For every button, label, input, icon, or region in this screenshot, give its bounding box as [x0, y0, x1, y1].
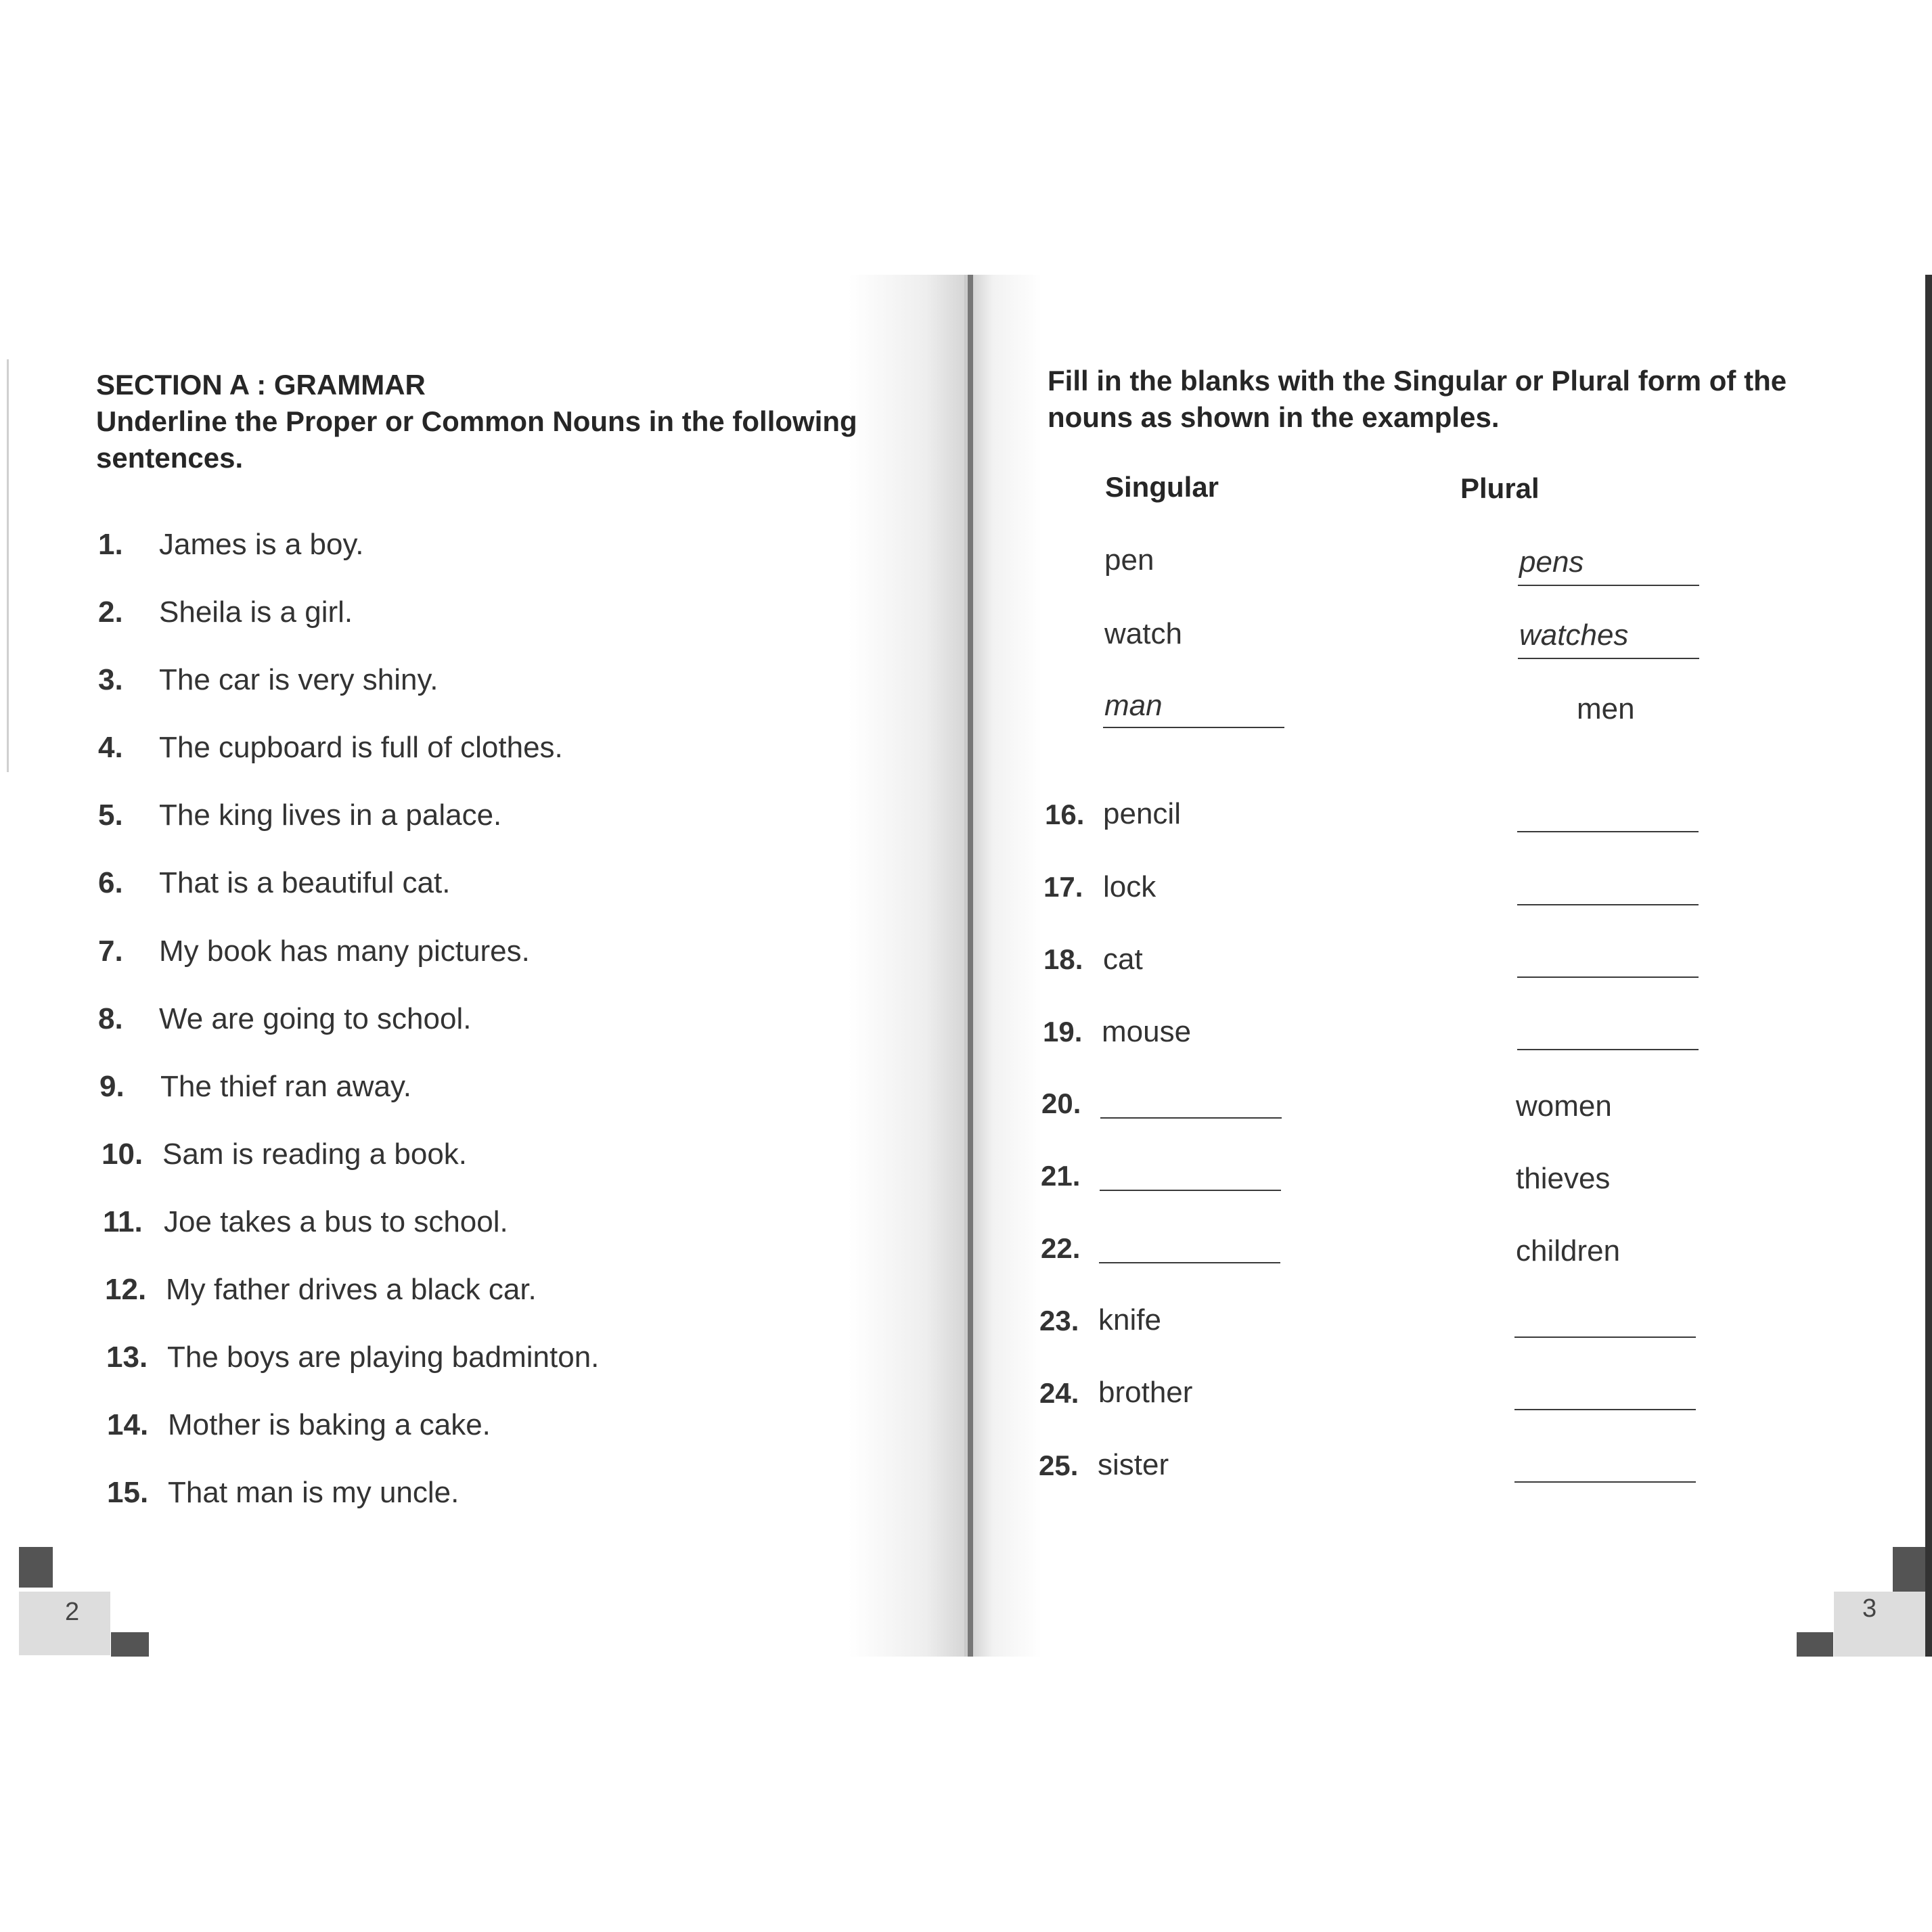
- plural-answer-blank[interactable]: [1514, 1409, 1696, 1410]
- sentence-item: [98, 596, 353, 629]
- example-singular: watch: [1104, 617, 1182, 650]
- item-number: 12.: [105, 1273, 147, 1306]
- book-spread: [0, 275, 1932, 1657]
- singular-answer-blank[interactable]: [1099, 1262, 1280, 1263]
- item-number: 13.: [106, 1341, 148, 1374]
- answer-line: [1518, 585, 1699, 586]
- item-number: 3.: [98, 663, 123, 696]
- item-number: 4.: [98, 731, 123, 764]
- singular-word: brother: [1098, 1376, 1193, 1409]
- item-number: 6.: [98, 866, 123, 899]
- sentence-item: [107, 1476, 459, 1510]
- answer-line: [1103, 727, 1284, 728]
- item-number: 25.: [1039, 1450, 1079, 1481]
- sentence-text: The king lives in a palace.: [159, 799, 502, 832]
- sentence-item: [102, 1138, 467, 1171]
- item-number: 8.: [98, 1002, 123, 1035]
- sentence-item: [99, 1070, 411, 1104]
- sentence-item: [98, 799, 501, 832]
- sentence-item: [98, 935, 530, 968]
- item-number: 23.: [1039, 1305, 1079, 1336]
- sentence-item: [98, 866, 450, 900]
- example-plural-answer: watches: [1519, 619, 1629, 652]
- item-number: 10.: [102, 1138, 143, 1171]
- item-number: 17.: [1043, 871, 1083, 903]
- singular-word: cat: [1103, 943, 1143, 976]
- plural-answer-blank[interactable]: [1517, 1049, 1699, 1050]
- instruction-line-1: Fill in the blanks with the Singular or Plural form of the: [1048, 365, 1787, 397]
- sentence-item: [106, 1341, 599, 1374]
- left-page-edge: [7, 359, 9, 772]
- item-number: 16.: [1045, 799, 1085, 830]
- item-number: 19.: [1043, 1016, 1083, 1048]
- item-number: 9.: [99, 1070, 125, 1103]
- sentence-item: [103, 1205, 508, 1239]
- item-number: 1.: [98, 528, 123, 561]
- sentence-item: [98, 731, 563, 765]
- sentence-text: The boys are playing badminton.: [167, 1341, 600, 1374]
- item-number: 24.: [1039, 1377, 1079, 1409]
- sentence-text: Mother is baking a cake.: [168, 1408, 491, 1441]
- sentence-text: Sheila is a girl.: [159, 596, 353, 629]
- item-number: 22.: [1041, 1232, 1081, 1264]
- plural-word: thieves: [1516, 1162, 1611, 1195]
- page-number: 2: [65, 1598, 80, 1626]
- sentence-item: [107, 1408, 491, 1442]
- page-number-tab: [1834, 1592, 1925, 1657]
- instruction-line-2: nouns as shown in the examples.: [1048, 401, 1500, 433]
- example-plural-answer: pens: [1519, 545, 1584, 579]
- sentence-text: The thief ran away.: [160, 1070, 411, 1103]
- item-number: 2.: [98, 596, 123, 629]
- item-number: 15.: [107, 1476, 149, 1509]
- plural-answer-blank[interactable]: [1514, 1336, 1696, 1338]
- sentence-item: [105, 1273, 537, 1307]
- item-number: 14.: [107, 1408, 149, 1441]
- sentence-text: Sam is reading a book.: [162, 1138, 468, 1171]
- instruction-line-2: sentences.: [96, 442, 244, 474]
- left-instructions: [96, 367, 908, 476]
- sentence-text: Joe takes a bus to school.: [164, 1205, 508, 1238]
- item-number: 21.: [1041, 1160, 1081, 1192]
- sentence-text: The car is very shiny.: [159, 663, 439, 696]
- sentence-text: That man is my uncle.: [168, 1476, 459, 1509]
- sentence-text: The cupboard is full of clothes.: [159, 731, 563, 764]
- item-number: 20.: [1041, 1087, 1081, 1119]
- singular-word: knife: [1098, 1303, 1161, 1336]
- plural-answer-blank[interactable]: [1517, 831, 1699, 832]
- corner-tab-dark: [1797, 1632, 1833, 1657]
- plural-answer-blank[interactable]: [1517, 976, 1699, 978]
- plural-word: women: [1516, 1089, 1612, 1123]
- plural-answer-blank[interactable]: [1514, 1481, 1696, 1483]
- corner-tab-dark: [1893, 1547, 1925, 1592]
- sentence-text: We are going to school.: [159, 1002, 472, 1035]
- right-page-edge: [1925, 275, 1932, 1657]
- singular-answer-blank[interactable]: [1100, 1190, 1281, 1191]
- singular-word: mouse: [1102, 1015, 1192, 1048]
- sentence-item: [98, 1002, 471, 1036]
- plural-word: children: [1516, 1234, 1621, 1267]
- answer-line: [1518, 658, 1699, 659]
- column-header-singular: Singular: [1105, 471, 1219, 503]
- page-number: 3: [1862, 1594, 1877, 1623]
- item-number: 5.: [98, 799, 123, 832]
- singular-answer-blank[interactable]: [1100, 1117, 1282, 1119]
- singular-word: pencil: [1103, 797, 1181, 830]
- right-instructions: [1048, 363, 1853, 436]
- item-number: 7.: [98, 935, 123, 968]
- sentence-text: My father drives a black car.: [166, 1273, 537, 1306]
- example-singular-answer: man: [1104, 689, 1163, 722]
- sentence-text: My book has many pictures.: [159, 935, 530, 968]
- book-gutter: [968, 275, 973, 1657]
- singular-word: sister: [1098, 1448, 1169, 1481]
- singular-word: lock: [1103, 870, 1156, 903]
- item-number: 18.: [1043, 943, 1083, 975]
- column-header-plural: Plural: [1460, 472, 1540, 504]
- sentence-item: [98, 528, 363, 562]
- example-plural: men: [1577, 692, 1635, 725]
- item-number: 11.: [103, 1205, 143, 1238]
- section-title: SECTION A : GRAMMAR: [96, 369, 426, 401]
- sentence-text: That is a beautiful cat.: [159, 866, 451, 899]
- plural-answer-blank[interactable]: [1517, 904, 1699, 905]
- corner-tab-dark: [111, 1632, 149, 1657]
- sentence-item: [98, 663, 438, 697]
- example-singular: pen: [1104, 543, 1154, 577]
- instruction-line-1: Underline the Proper or Common Nouns in the following: [96, 405, 857, 437]
- corner-tab-dark: [19, 1547, 53, 1588]
- sentence-text: James is a boy.: [159, 528, 364, 561]
